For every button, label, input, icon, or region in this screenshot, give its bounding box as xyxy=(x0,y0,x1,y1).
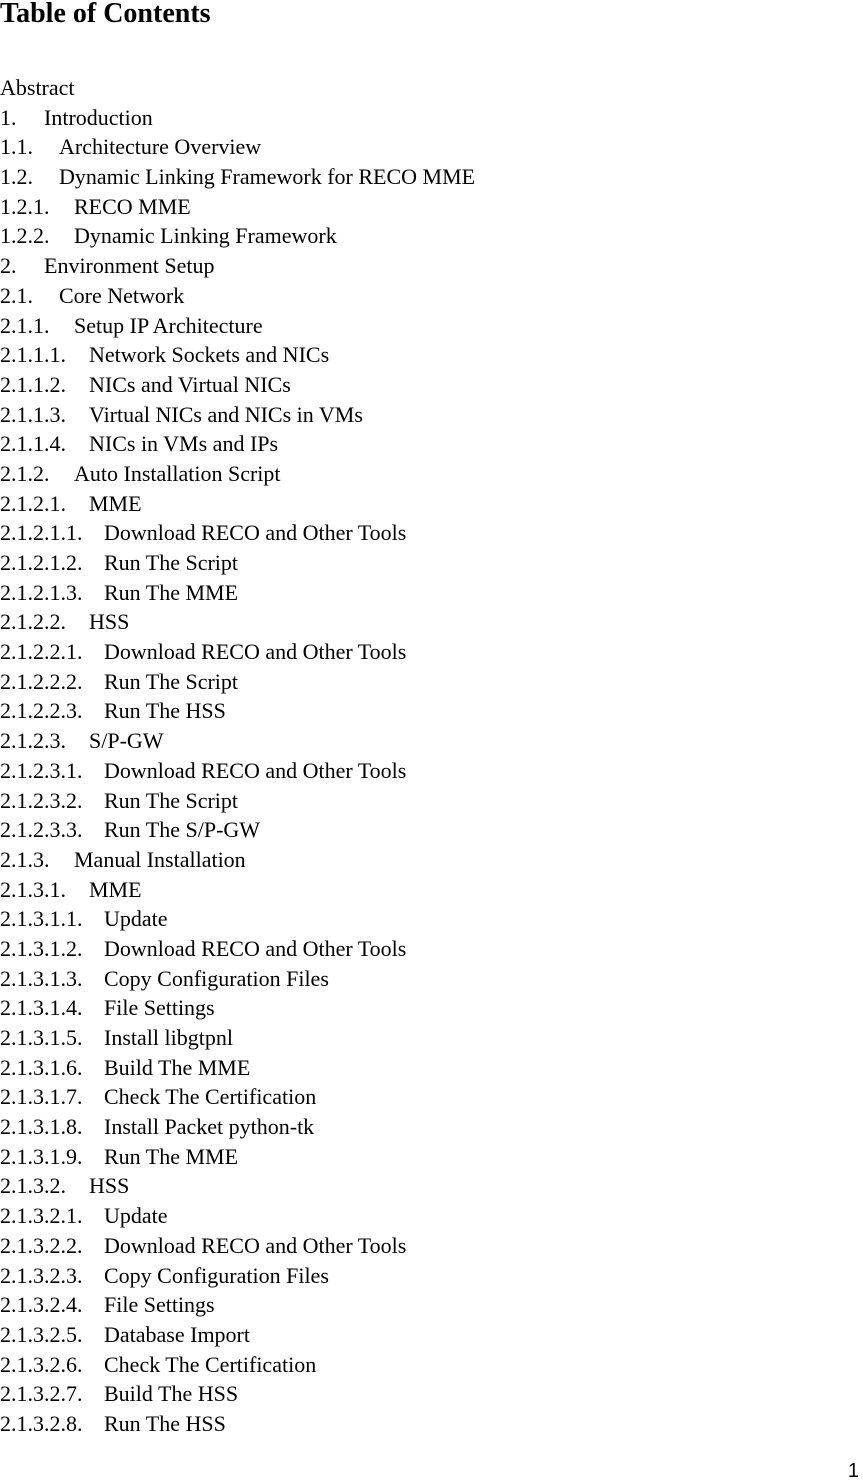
toc-entry[interactable] xyxy=(0,845,475,875)
toc-entry-number: 2.1.3.1. xyxy=(0,876,66,902)
toc-entry-number: 2.1.3.1.3. xyxy=(0,965,83,991)
toc-entry-number: 2.1.2.1.2. xyxy=(0,550,83,575)
toc-entry-label: Setup IP Architecture xyxy=(74,312,263,338)
toc-entry[interactable] xyxy=(0,251,475,281)
toc-entry[interactable] xyxy=(0,904,475,934)
toc-entry-number: 2.1.3.1.1. xyxy=(0,906,83,932)
toc-entry-label: HSS xyxy=(89,609,130,635)
toc-entry-number: 2.1.2.2.3. xyxy=(0,698,83,724)
toc-entry-number: 2.1.3.1.6. xyxy=(0,1054,83,1080)
toc-entry-label: NICs in VMs and IPs xyxy=(89,431,279,457)
toc-entry[interactable] xyxy=(0,518,475,548)
toc-entry[interactable] xyxy=(0,459,475,489)
toc-entry-label: Update xyxy=(104,1203,168,1229)
toc-entry-number: 2.1.2.1.3. xyxy=(0,579,83,605)
toc-entry-number: 2.1.1.3. xyxy=(0,401,66,427)
toc-entry-label: Build The HSS xyxy=(104,1381,239,1407)
toc-entry-label: Check The Certification xyxy=(104,1084,317,1110)
toc-entry[interactable] xyxy=(0,548,475,578)
toc-entry-number: 2.1.3.2.4. xyxy=(0,1292,83,1318)
toc-entry-label: Download RECO and Other Tools xyxy=(104,935,407,961)
toc-entry[interactable] xyxy=(0,1320,475,1350)
toc-entry[interactable] xyxy=(0,815,475,845)
toc-entry[interactable] xyxy=(0,281,475,311)
toc-entry[interactable] xyxy=(0,1290,475,1320)
toc-entry-label: Build The MME xyxy=(104,1054,251,1080)
toc-entry[interactable] xyxy=(0,1082,475,1112)
toc-entry[interactable] xyxy=(0,1142,475,1172)
toc-entry-number: 2.1.3.2.7. xyxy=(0,1381,83,1407)
toc-entry-number: 2.1.3.1.8. xyxy=(0,1114,83,1140)
toc-entry[interactable] xyxy=(0,667,475,697)
toc-entry-label: Copy Configuration Files xyxy=(104,1262,329,1288)
toc-entry-label: Run The Script xyxy=(104,787,239,813)
toc-entry-number: 2.1.2.1. xyxy=(0,490,66,516)
toc-entry-label: Check The Certification xyxy=(104,1351,317,1377)
toc-entry[interactable] xyxy=(0,162,475,192)
toc-entry[interactable] xyxy=(0,726,475,756)
toc-entry[interactable] xyxy=(0,221,475,251)
page-title: Table of Contents xyxy=(0,0,211,29)
toc-entry[interactable] xyxy=(0,1379,475,1409)
toc-entry[interactable] xyxy=(0,311,475,341)
toc-entry-number: 1. xyxy=(0,104,17,130)
toc-entry-number: 1.2.1. xyxy=(0,193,50,219)
page-number: 1 xyxy=(847,1460,859,1482)
toc-entry-number: 2.1.2.2. xyxy=(0,609,66,635)
toc-entry-label: Install libgtpnl xyxy=(104,1025,233,1050)
toc-entry[interactable] xyxy=(0,429,475,459)
toc-entry-number: 2.1.2.3.1. xyxy=(0,757,83,783)
toc-entry-number: 2.1.1.1. xyxy=(0,342,66,368)
toc-entry-number: 2.1.2. xyxy=(0,460,50,486)
toc-entry-number: 2.1.1.4. xyxy=(0,431,66,457)
toc-entry-label: MME xyxy=(89,876,142,902)
toc-entry[interactable] xyxy=(0,132,475,162)
toc-entry-label: Run The Script xyxy=(104,668,239,694)
toc-entry-label: Dynamic Linking Framework xyxy=(74,223,337,249)
toc-entry-number: 2.1.1.2. xyxy=(0,371,66,397)
toc-entry[interactable] xyxy=(0,1112,475,1142)
toc-entry-number: 2.1.2.2.2. xyxy=(0,668,83,694)
toc-entry[interactable] xyxy=(0,103,475,133)
toc-entry[interactable] xyxy=(0,400,475,430)
toc-entry-number: 1.1. xyxy=(0,134,33,160)
toc-entry[interactable] xyxy=(0,1409,475,1439)
toc-entry-number: 2.1.2.1.1. xyxy=(0,520,83,546)
toc-entry-label: Download RECO and Other Tools xyxy=(104,757,407,783)
toc-entry[interactable] xyxy=(0,370,475,400)
toc-entry-label: Auto Installation Script xyxy=(74,460,281,486)
toc-entry-label: HSS xyxy=(89,1173,130,1199)
toc-entry[interactable] xyxy=(0,1171,475,1201)
toc-entry[interactable] xyxy=(0,875,475,905)
toc-entry-label: Architecture Overview xyxy=(59,134,262,160)
toc-entry[interactable] xyxy=(0,1053,475,1083)
toc-entry[interactable] xyxy=(0,756,475,786)
toc-entry-number: 1.2. xyxy=(0,164,33,190)
toc-entry-label: Run The MME xyxy=(104,1143,239,1169)
toc-entry-number: 2.1.3.1.4. xyxy=(0,995,83,1021)
toc-entry[interactable] xyxy=(0,964,475,994)
toc-entry[interactable] xyxy=(0,489,475,519)
toc-entry-number: 2.1.3.2. xyxy=(0,1173,66,1199)
toc-entry-number: 2.1.2.3.2. xyxy=(0,787,83,813)
toc-entry-label: Abstract xyxy=(0,75,75,100)
toc-entry[interactable] xyxy=(0,1023,475,1053)
toc-entry-label: Install Packet python-tk xyxy=(104,1114,315,1140)
toc-entry-label: Manual Installation xyxy=(74,846,246,872)
toc-entry-label: Dynamic Linking Framework for RECO MME xyxy=(59,164,476,190)
toc-entry[interactable] xyxy=(0,192,475,222)
toc-entry[interactable] xyxy=(0,637,475,667)
toc-entry-label: Run The HSS xyxy=(104,1410,226,1436)
toc-entry-number: 2.1. xyxy=(0,282,33,308)
toc-entry-number: 2.1.3.1.9. xyxy=(0,1143,83,1169)
toc-list xyxy=(0,73,475,1439)
toc-entry-number: 2.1.3.1.5. xyxy=(0,1025,83,1050)
toc-entry-number: 2.1.3.2.1. xyxy=(0,1203,83,1229)
toc-entry-number: 2.1.3.1.2. xyxy=(0,935,83,961)
toc-entry[interactable] xyxy=(0,696,475,726)
toc-entry-number: 2.1.3.1.7. xyxy=(0,1084,83,1110)
toc-entry[interactable] xyxy=(0,1350,475,1380)
toc-entry-label: Core Network xyxy=(59,282,185,308)
toc-entry-number: 2.1.1. xyxy=(0,312,50,338)
toc-entry-number: 2. xyxy=(0,253,17,279)
toc-entry[interactable] xyxy=(0,578,475,608)
toc-entry[interactable] xyxy=(0,1201,475,1231)
toc-entry-label: Copy Configuration Files xyxy=(104,965,329,991)
toc-entry-label: NICs and Virtual NICs xyxy=(89,371,291,397)
toc-entry-number: 2.1.2.2.1. xyxy=(0,639,83,665)
toc-entry-number: 2.1.3.2.6. xyxy=(0,1351,83,1377)
toc-entry-label: Run The S/P-GW xyxy=(104,817,261,843)
toc-entry-label: Update xyxy=(104,906,168,932)
toc-entry-label: Run The HSS xyxy=(104,698,226,724)
toc-entry-number: 2.1.3.2.8. xyxy=(0,1410,83,1436)
toc-entry[interactable] xyxy=(0,786,475,816)
toc-entry-label: Database Import xyxy=(104,1321,250,1347)
toc-entry-label: Environment Setup xyxy=(44,253,215,279)
toc-entry-label: Download RECO and Other Tools xyxy=(104,1232,407,1258)
toc-entry[interactable] xyxy=(0,73,475,103)
toc-entry-label: Network Sockets and NICs xyxy=(89,342,330,368)
toc-entry-label: MME xyxy=(89,490,142,516)
toc-entry-label: Virtual NICs and NICs in VMs xyxy=(89,401,363,427)
toc-entry-label: Download RECO and Other Tools xyxy=(104,639,407,665)
toc-entry[interactable] xyxy=(0,993,475,1023)
toc-entry-label: File Settings xyxy=(104,1292,215,1318)
toc-entry-number: 1.2.2. xyxy=(0,223,50,249)
toc-entry[interactable] xyxy=(0,340,475,370)
toc-entry[interactable] xyxy=(0,1231,475,1261)
toc-entry[interactable] xyxy=(0,1261,475,1291)
toc-entry-number: 2.1.2.3. xyxy=(0,728,66,754)
toc-entry-label: RECO MME xyxy=(74,193,191,219)
toc-entry-label: File Settings xyxy=(104,995,215,1021)
toc-entry-label: Introduction xyxy=(44,104,153,130)
toc-entry-number: 2.1.3.2.5. xyxy=(0,1321,83,1347)
toc-entry-label: Run The Script xyxy=(104,550,239,575)
toc-entry-number: 2.1.3.2.3. xyxy=(0,1262,83,1288)
toc-entry[interactable] xyxy=(0,934,475,964)
toc-entry-label: Run The MME xyxy=(104,579,239,605)
toc-entry-label: S/P-GW xyxy=(89,728,164,754)
toc-entry-label: Download RECO and Other Tools xyxy=(104,520,407,546)
toc-entry-number: 2.1.3. xyxy=(0,846,50,872)
toc-entry-number: 2.1.2.3.3. xyxy=(0,817,83,843)
toc-entry[interactable] xyxy=(0,607,475,637)
toc-entry-number: 2.1.3.2.2. xyxy=(0,1232,83,1258)
